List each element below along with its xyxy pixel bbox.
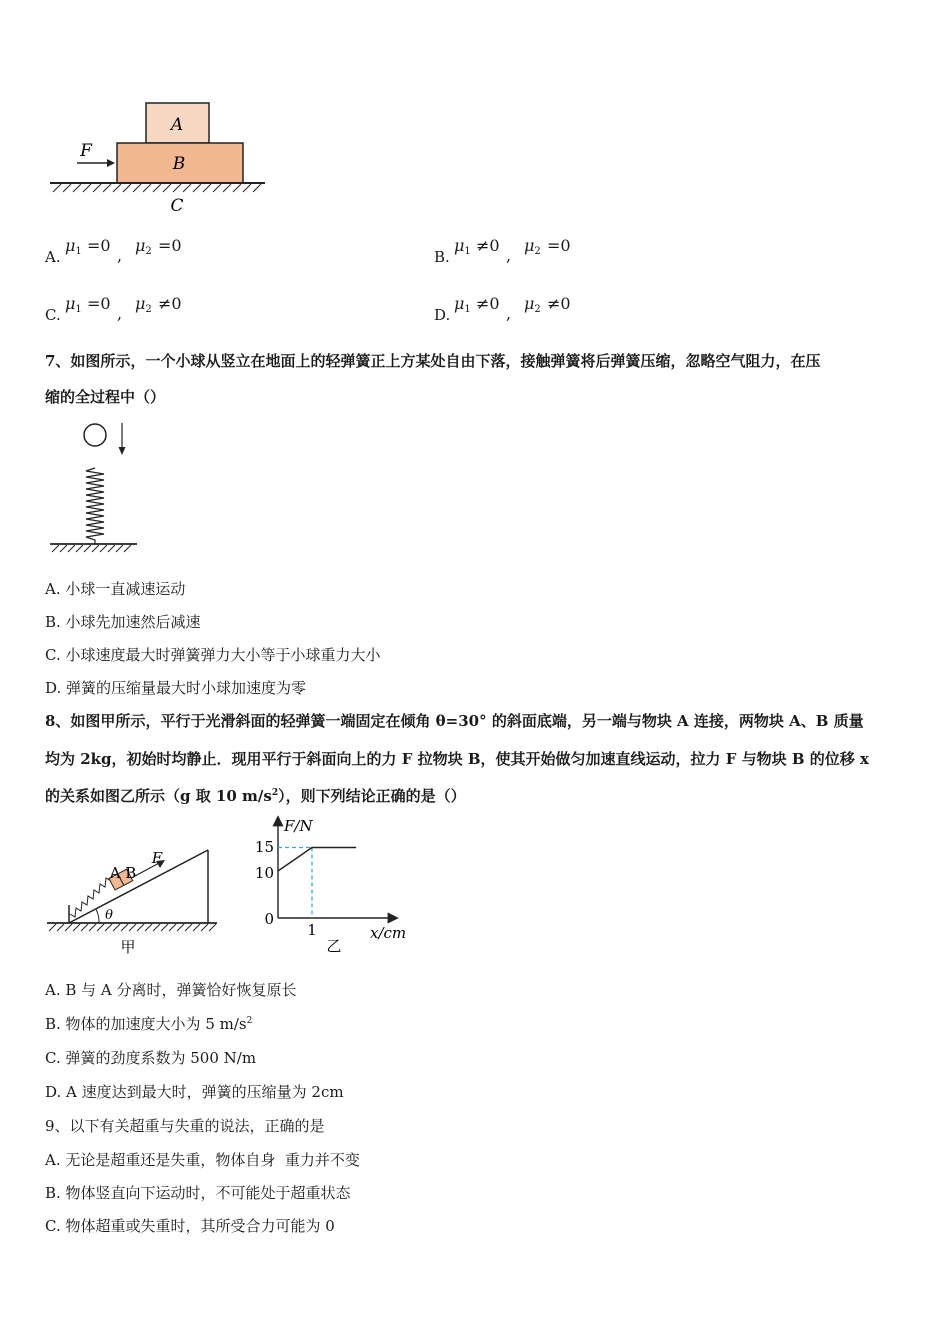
q8-stem-line3 [45,789,466,804]
label-b: B [172,154,186,174]
q8-option-c: C. 弹簧的劲度系数为 500 N/m [45,1049,257,1067]
mu2-relation: =0 [547,236,571,255]
mu1-sub: 1 [75,304,82,315]
mu2-sub: 2 [145,304,152,315]
option-letter: A. [45,248,61,266]
y-tick-15: 15 [254,838,274,856]
y-axis-label: F/N [284,817,313,835]
q9-option-a: A. 无论是超重还是失重，物体自身 重力并不变 [45,1151,360,1169]
series-line [278,848,356,872]
q8-line3-pre: 的关系如图乙所示（g 取 10 m/s [45,787,272,805]
mu2-symbol: μ [524,294,535,313]
mu1-symbol: μ [65,294,76,313]
q9-option-c: C. 物体超重或失重时，其所受合力可能为 0 [45,1217,335,1235]
q7-stem-line1: 7、如图所示，一个小球从竖立在地面上的轻弹簧正上方某处自由下落，接触弹簧将后弹簧压缩，忽略空气阻力，在压 [45,352,821,370]
option-letter: C. [45,306,61,324]
mu2-sub: 2 [145,246,152,257]
x-axis-label: x/cm [370,924,407,942]
blocks-figure [45,95,275,220]
mu1-symbol: μ [454,294,465,313]
spring [86,468,104,544]
incline-surface [69,850,208,923]
separator: , [506,246,512,265]
mu1-sub: 1 [464,246,471,257]
mu1-relation: ≠0 [476,294,500,313]
q7-option-b: B. 小球先加速然后减速 [45,613,201,631]
label-f: F [80,141,92,161]
label-c: C [170,196,184,216]
label-f-incline: F [151,849,163,867]
mu1 [454,236,471,257]
mu1-relation: ≠0 [476,236,500,255]
mu2-sub: 2 [534,304,541,315]
mu2-relation: =0 [158,236,182,255]
label-theta: θ [105,908,113,923]
mu2 [135,236,152,257]
mu1-symbol: μ [65,236,76,255]
x-tick-1: 1 [307,921,317,939]
option-letter: D. [434,306,451,324]
option-letter: B. [434,248,450,266]
mu2-relation: ≠0 [547,294,571,313]
separator: , [117,246,123,265]
q7-stem-line2: 缩的全过程中（） [45,388,166,406]
mu2-relation: ≠0 [158,294,182,313]
spring-ball-figure [45,418,145,558]
q7-option-a: A. 小球一直减速运动 [45,580,186,598]
q9-option-b: B. 物体竖直向下运动时，不可能处于超重状态 [45,1184,351,1202]
mu2-symbol: μ [135,294,146,313]
q8-option-a: A. B 与 A 分离时，弹簧恰好恢复原长 [45,981,297,999]
mu2-symbol: μ [135,236,146,255]
separator: , [117,304,123,323]
mu1-sub: 1 [464,304,471,315]
ball [84,424,106,446]
incline-figure [45,842,225,960]
y-tick-10: 10 [254,864,274,882]
q8-option-b-text: B. 物体的加速度大小为 5 m/s [45,1015,247,1033]
y-tick-0: 0 [264,910,274,928]
mu2 [524,236,541,257]
mu1-symbol: μ [454,236,465,255]
mu1-relation: =0 [87,236,111,255]
q7-option-d: D. 弹簧的压缩量最大时小球加速度为零 [45,679,307,697]
mu2-symbol: μ [524,236,535,255]
mu1 [65,236,82,257]
label-a: A [170,115,184,135]
q8-stem-line1: 8、如图甲所示，平行于光滑斜面的轻弹簧一端固定在倾角 θ=30° 的斜面底端，另一端与物块 A 连接，两物块 A、B 质量 [45,712,864,730]
q7-option-c: C. 小球速度最大时弹簧弹力大小等于小球重力大小 [45,646,381,664]
mu1-relation: =0 [87,294,111,313]
mu2 [135,294,152,315]
label-ab: A B [109,864,137,882]
q8-option-b [45,1017,252,1032]
mu1 [454,294,471,315]
force-displacement-graph [248,812,418,960]
q8-line3-post: ），则下列结论正确的是（） [278,787,466,805]
mu1 [65,294,82,315]
separator: , [506,304,512,323]
q8-line3-sup: 2 [271,788,279,798]
mu2-sub: 2 [534,246,541,257]
mu1-sub: 1 [75,246,82,257]
caption-yi: 乙 [326,937,342,955]
q8-option-b-sup: 2 [246,1016,253,1026]
q9-stem: 9、以下有关超重与失重的说法，正确的是 [45,1117,325,1135]
q8-stem-line2: 均为 2kg，初始时均静止．现用平行于斜面向上的力 F 拉物块 B，使其开始做匀加速直线运动，拉力 F 与物块 B 的位移 x [45,750,869,768]
mu2 [524,294,541,315]
caption-jia: 甲 [120,938,136,956]
q8-option-d: D. A 速度达到最大时，弹簧的压缩量为 2cm [45,1083,344,1101]
